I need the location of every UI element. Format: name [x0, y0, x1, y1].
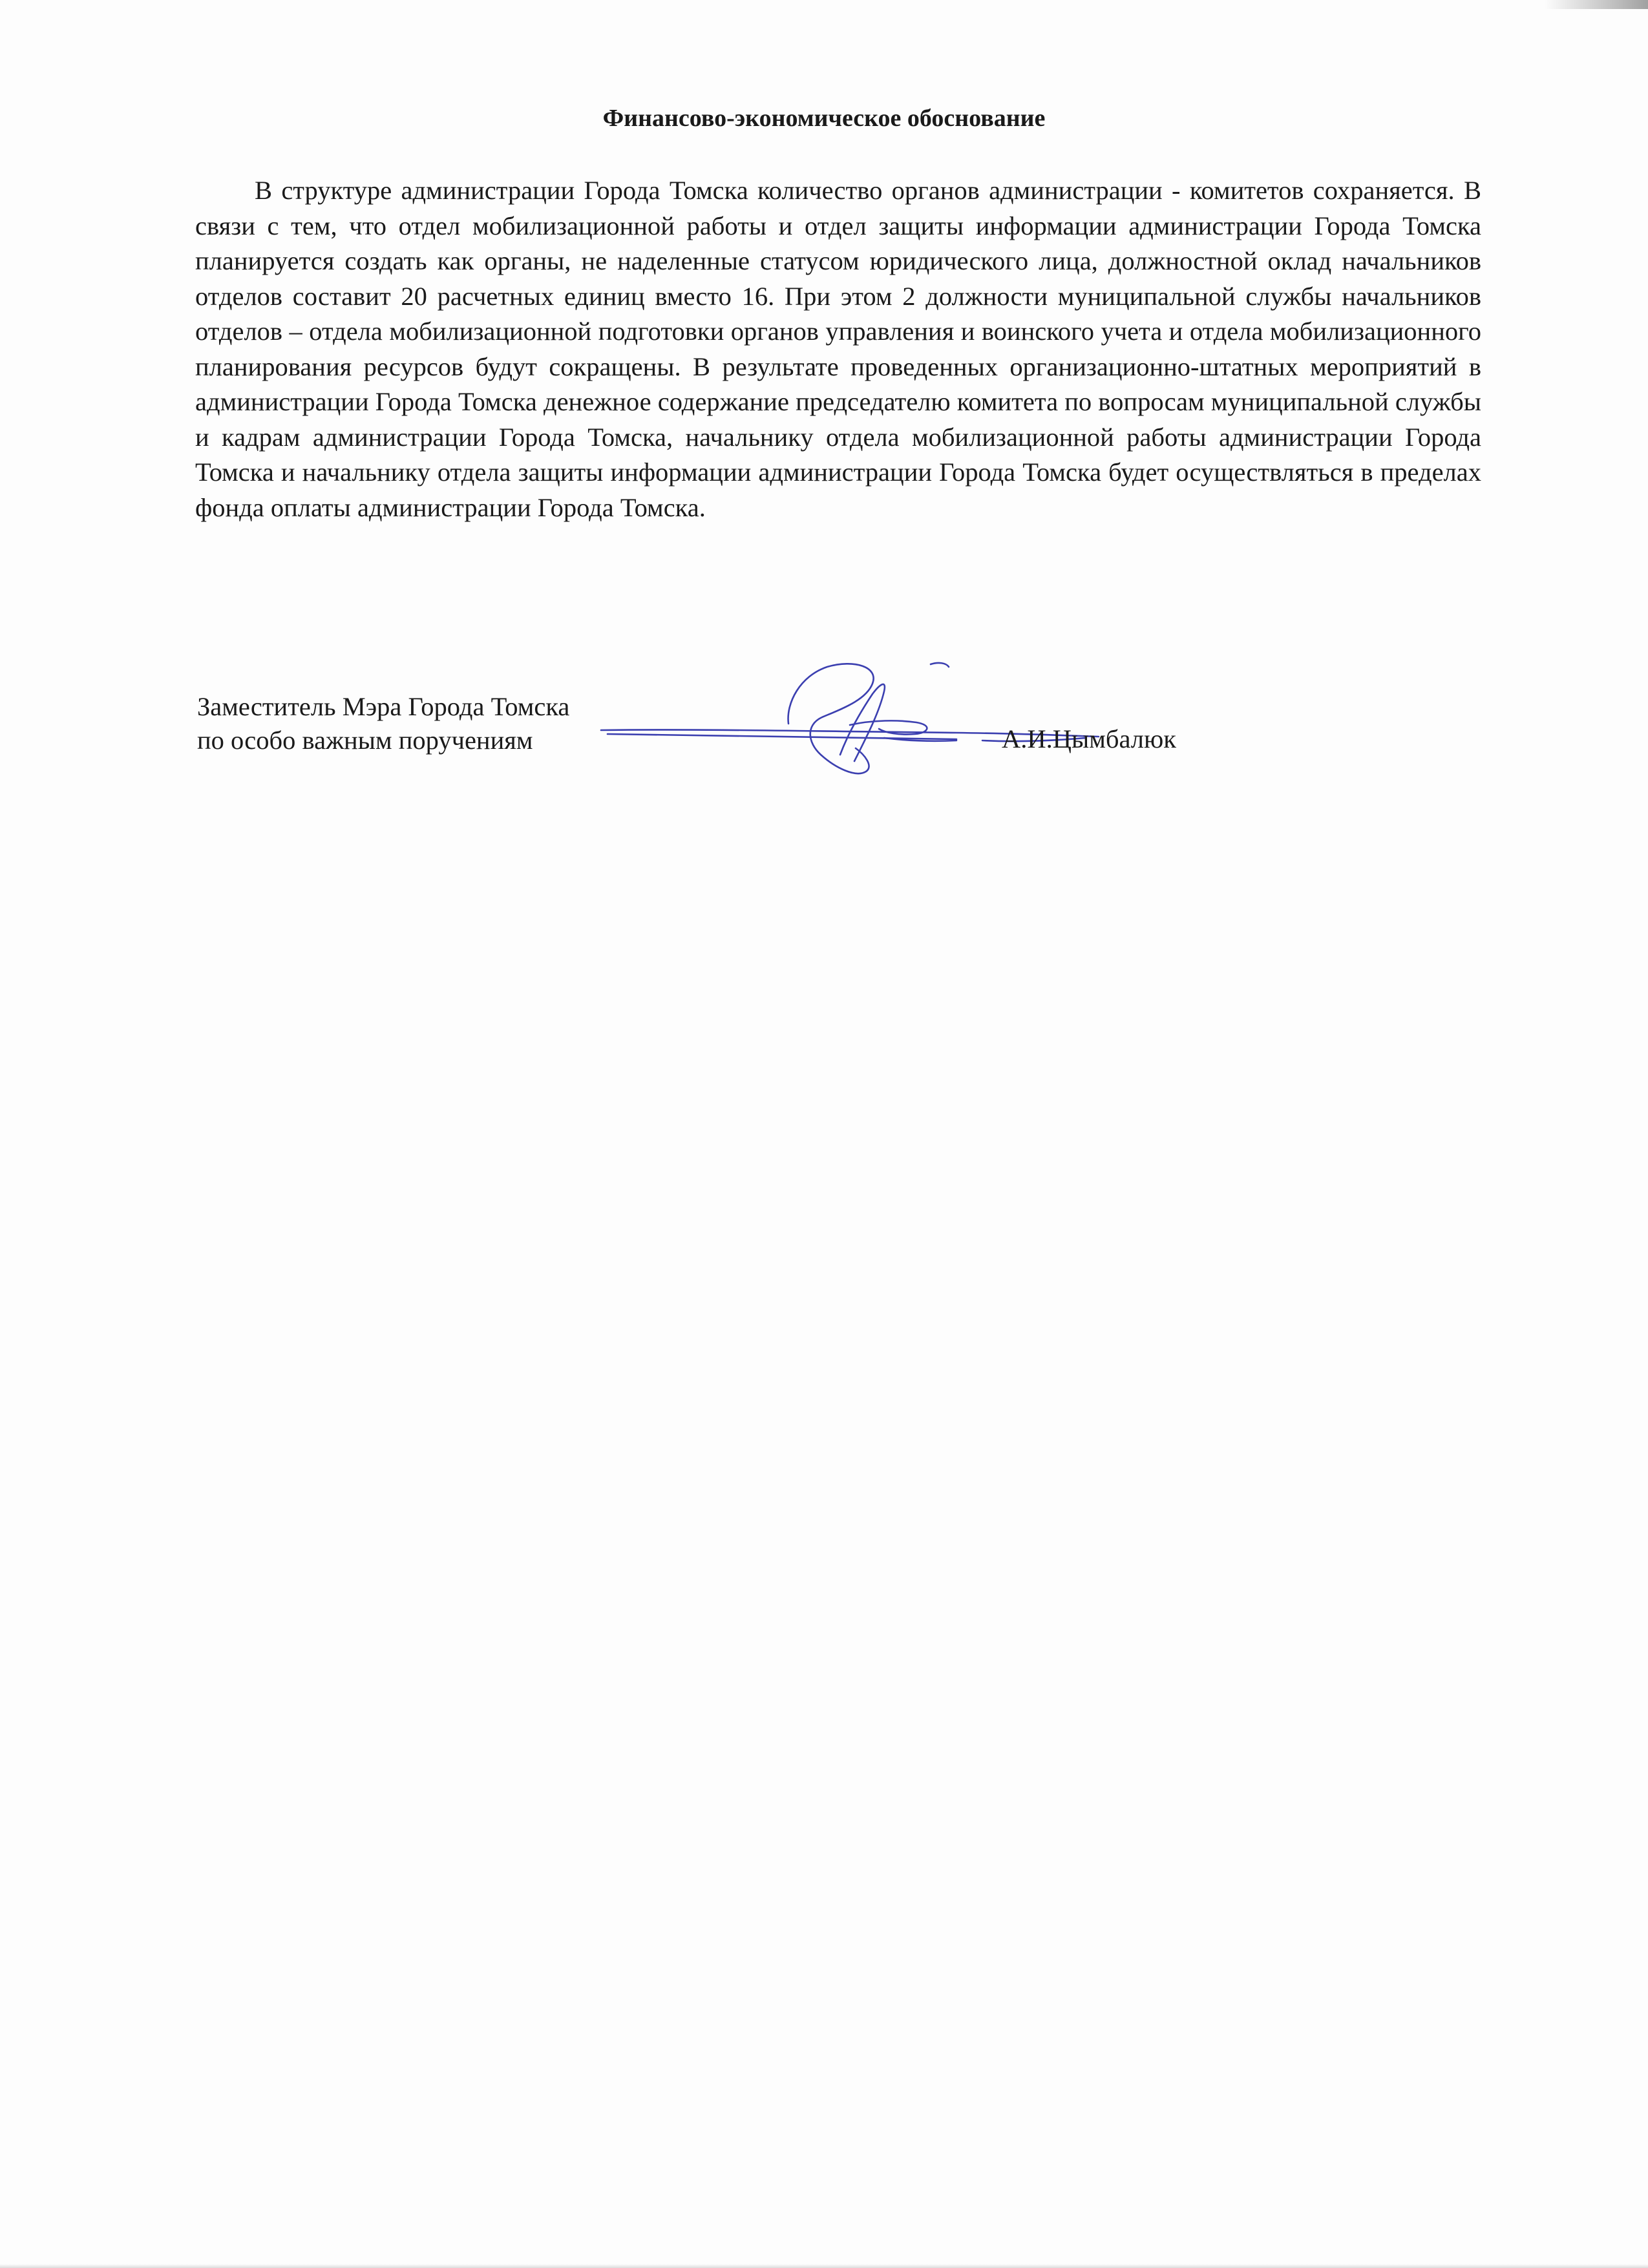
- scan-shadow: [1545, 0, 1648, 9]
- document-body-paragraph: В структуре администрации Города Томска количество органов администрации - комитетов сохраняется. В связи с тем, что отдел мобилизационной работы и отдел защиты информации администрации Города Томска планируется создать как органы, не наделенные статусом юридического лица, должностной оклад начальников отделов составит 20 расчетных единиц вместо 16. При этом 2 должности муниципальной службы начальников отделов – отдела мобилизационной подготовки органов управления и воинского учета и отдела мобилизационного планирования ресурсов будут сокращены. В результате проведенных организационно-штатных мероприятий в администрации Города Томска денежное содержание председателю комитета по вопросам муниципальной службы и кадрам администрации Города Томска, начальнику отдела мобилизационной работы администрации Города Томска и начальнику отдела защиты информации администрации Города Томска будет осуществляться в пределах фонда оплаты администрации Города Томска.: [195, 176, 1481, 522]
- document-title: Финансово-экономическое обоснование: [602, 105, 1046, 132]
- signature-block: [197, 690, 1425, 781]
- signatory-name: А.И.Цымбалюк: [1002, 724, 1176, 753]
- signatory-role-line-1: Заместитель Мэра Города Томска: [197, 692, 570, 721]
- scan-edge: [0, 2264, 1648, 2268]
- signatory-role-line-2: по особо важным поручениям: [197, 726, 533, 755]
